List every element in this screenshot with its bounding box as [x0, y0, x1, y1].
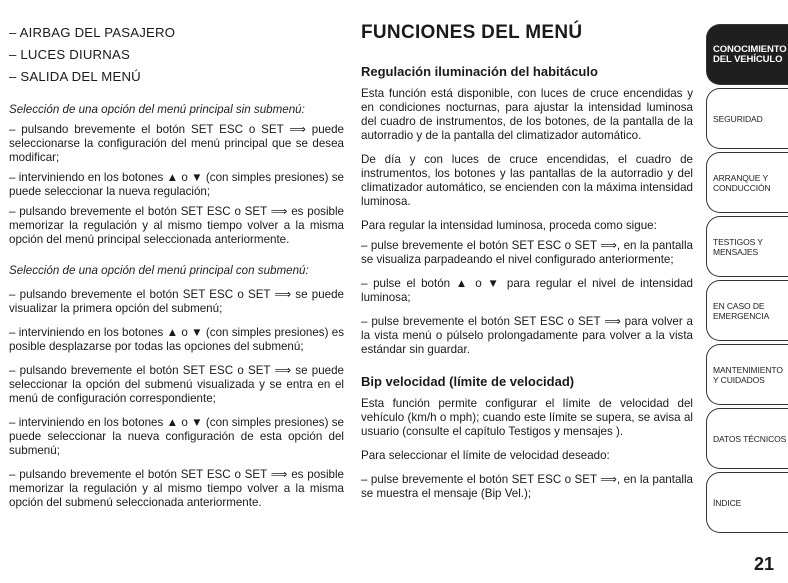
right-paragraph-9: – pulse brevemente el botón SET ESC o SET ⟹, en la pantalla se muestra el mensaje (Bip Vel.);	[361, 473, 693, 500]
left-paragraph-4: – pulsando brevemente el botón SET ESC o SET ⟹ se puede visualizar la primera opción del submenú;	[9, 288, 344, 315]
left-paragraph-3: – pulsando brevemente el botón SET ESC o SET ⟹ es posible memorizar la regulación y al mismo tiempo volver a la misma opción del menú principal seleccionada anteriormente.	[9, 205, 344, 246]
bullet-luces: – LUCES DIURNAS	[9, 47, 130, 62]
tab-indice[interactable]: ÍNDICE	[706, 472, 788, 533]
subheading-sin-submenu: Selección de una opción del menú principal sin submenú:	[9, 103, 305, 116]
right-paragraph-3: Para regular la intensidad luminosa, proceda como sigue:	[361, 219, 657, 232]
tab-arranque-conduccion[interactable]: ARRANQUE Y CONDUCCIÓN	[706, 152, 788, 213]
left-paragraph-1: – pulsando brevemente el botón SET ESC o SET ⟹ puede seleccionarse la configuración del menú principal que se desea modificar;	[9, 123, 344, 164]
tab-datos-tecnicos[interactable]: DATOS TÉCNICOS	[706, 408, 788, 469]
left-paragraph-6: – pulsando brevemente el botón SET ESC o SET ⟹ se puede seleccionar la opción del submenú visualizada y se entra en el menú de configuración correspondiente;	[9, 364, 344, 405]
right-paragraph-5: – pulse el botón ▲ o ▼ para regular el nivel de intensidad luminosa;	[361, 277, 693, 304]
tab-seguridad[interactable]: SEGURIDAD	[706, 88, 788, 149]
section-title-iluminacion: Regulación iluminación del habitáculo	[361, 64, 598, 79]
left-paragraph-8: – pulsando brevemente el botón SET ESC o SET ⟹ es posible memorizar la regulación y al mismo tiempo volver a la misma opción del submenú seleccionada anteriormente.	[9, 468, 344, 509]
right-paragraph-1: Esta función está disponible, con luces de cruce encendidas y en condiciones nocturnas, para ajustar la intensidad luminosa del cuadro de instrumentos, de los botones, de la pantalla de la autorradio y de la pantalla del climatizador automático.	[361, 87, 693, 142]
left-column	[9, 22, 344, 510]
tab-testigos-mensajes[interactable]: TESTIGOS Y MENSAJES	[706, 216, 788, 277]
left-paragraph-5: – interviniendo en los botones ▲ o ▼ (con simples presiones) es posible desplazarse por todas las opciones del submenú;	[9, 326, 344, 353]
tab-emergencia[interactable]: EN CASO DE EMERGENCIA	[706, 280, 788, 341]
page-title: FUNCIONES DEL MENÚ	[361, 22, 583, 43]
bullet-salida: – SALIDA DEL MENÚ	[9, 69, 141, 84]
left-paragraph-7: – interviniendo en los botones ▲ o ▼ (con simples presiones) se puede seleccionar la nueva configuración de esta opción del submenú;	[9, 416, 344, 457]
subheading-con-submenu: Selección de una opción del menú principal con submenú:	[9, 264, 309, 277]
section-title-bip-velocidad: Bip velocidad (límite de velocidad)	[361, 374, 575, 389]
right-paragraph-8: Para seleccionar el límite de velocidad deseado:	[361, 449, 610, 462]
bullet-airbag: – AIRBAG DEL PASAJERO	[9, 25, 176, 40]
right-column	[361, 22, 693, 501]
right-paragraph-2: De día y con luces de cruce encendidas, el cuadro de instrumentos, los botones y las pantallas de la autorradio y del climatizador automático, se encienden con la máxima intensidad luminosa.	[361, 153, 693, 208]
tab-mantenimiento[interactable]: MANTENIMIENTO Y CUIDADOS	[706, 344, 788, 405]
left-paragraph-2: – interviniendo en los botones ▲ o ▼ (con simples presiones) se puede seleccionar la nueva regulación;	[9, 171, 344, 198]
tab-conocimiento-vehiculo[interactable]: CONOCIMIENTO DEL VEHÍCULO	[706, 24, 788, 85]
right-paragraph-7: Esta función permite configurar el límite de velocidad del vehículo (km/h o mph); cuando este límite se supera, se avisa al usuario (consulte el capítulo Testigos y mensajes ).	[361, 397, 693, 438]
right-paragraph-4: – pulse brevemente el botón SET ESC o SET ⟹, en la pantalla se visualiza parpadeando el nivel configurado anteriormente;	[361, 239, 693, 266]
chapter-tabs	[706, 24, 788, 536]
right-paragraph-6: – pulse brevemente el botón SET ESC o SET ⟹ para volver a la vista menú o púlselo prolongadamente para volver a la vista estándar sin guardar.	[361, 315, 693, 356]
page-number: 21	[753, 554, 774, 574]
